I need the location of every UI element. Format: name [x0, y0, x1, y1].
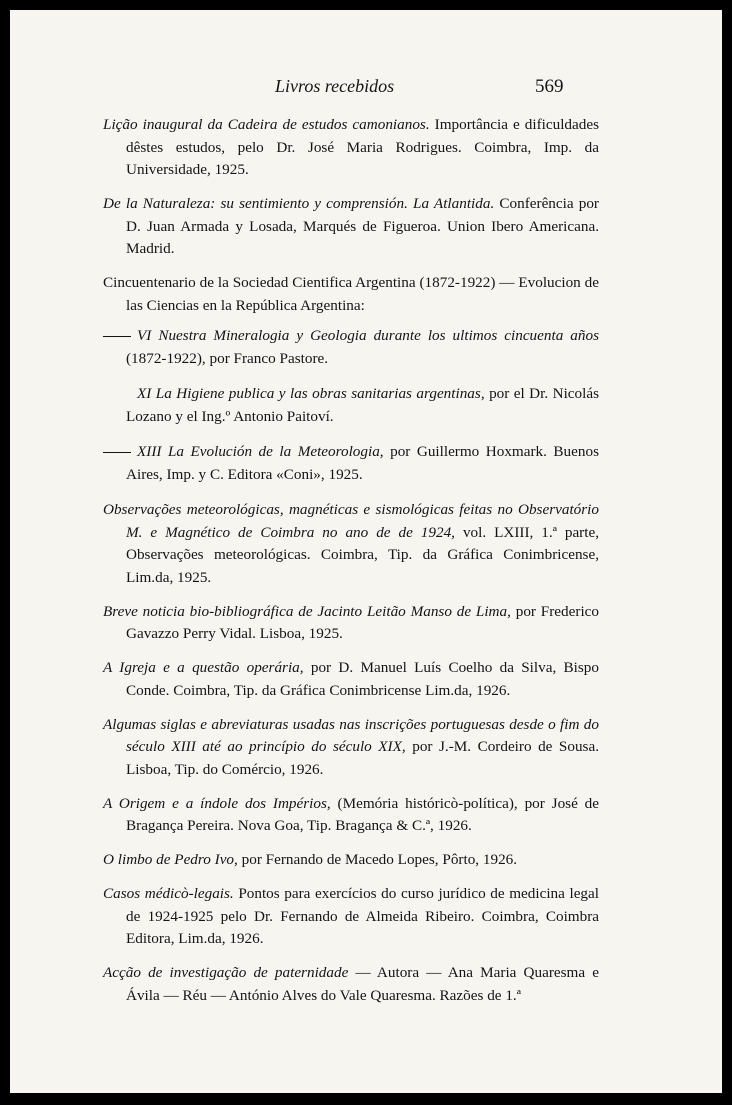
entry-details: Conferência por D. Juan Armada y Losada, Marqués de Figueroa. Union Ibero Americana. Madrid.	[126, 195, 599, 257]
entry-casos	[103, 883, 599, 951]
entry-title: XI La Higiene publica y las obras sanitarias argentinas,	[137, 385, 485, 402]
entry-details: por el Dr. Nicolás Lozano y el Ing.º Antonio Paitoví.	[126, 385, 599, 425]
entry-accao	[103, 962, 599, 1007]
entry-title: XIII La Evolución de la Meteorologia,	[137, 443, 384, 460]
entry-details: por Frederico Gavazzo Perry Vidal. Lisboa, 1925.	[126, 602, 599, 642]
entries-list	[103, 114, 599, 1019]
entry-cincuentenario	[103, 272, 599, 317]
entry-limbo	[103, 849, 599, 872]
entry-licao-inaugural	[103, 114, 599, 182]
ditto-dash	[103, 452, 131, 453]
entry-observacoes	[103, 499, 599, 589]
entry-title: Algumas siglas e abreviaturas usadas nas inscrições portuguesas desde o fim do século XIII até ao princípio do século XIX,	[103, 715, 599, 755]
entry-meteorologia	[103, 441, 599, 486]
entry-title: A Igreja e a questão operária,	[103, 659, 304, 676]
entry-details: por Guillermo Hoxmark. Buenos Aires, Imp. y C. Editora «Coni», 1925.	[126, 443, 599, 483]
page-number: 569	[535, 76, 564, 97]
entry-origem	[103, 793, 599, 838]
entry-details: vol. LXIII, 1.ª parte, Observações meteorológicas. Coimbra, Tip. da Gráfica Conimbricense, Lim.da, 1925.	[126, 523, 599, 586]
entry-title: Breve noticia bio-bibliográfica de Jacinto Leitão Manso de Lima,	[103, 602, 511, 620]
entry-title: Observações meteorológicas, magnéticas e sismológicas feitas no Observatório M. e Magnético de Coimbra no ano de de 1924,	[103, 501, 599, 541]
entry-details: (Memória históricò-política), por José de Bragança Pereira. Nova Goa, Tip. Bragança & C.ª, 1926.	[126, 794, 599, 834]
entry-higiene	[103, 383, 599, 428]
entry-title: VI Nuestra Mineralogia y Geologia durante los ultimos cincuenta años	[137, 327, 599, 344]
running-title: Livros recebidos	[275, 76, 395, 96]
entry-igreja	[103, 657, 599, 702]
entry-naturaleza	[103, 193, 599, 261]
entry-details: por D. Manuel Luís Coelho da Silva, Bispo Conde. Coimbra, Tip. da Gráfica Conimbricense Lim.da, 1926.	[126, 659, 599, 699]
entry-mineralogia	[103, 325, 599, 370]
entry-breve-noticia	[103, 601, 599, 646]
entry-siglas	[103, 714, 599, 782]
entry-details: por Fernando de Macedo Lopes, Pôrto, 1926.	[237, 851, 518, 868]
entry-details: Cincuentenario de la Sociedad Cientifica Argentina (1872-1922) — Evolucion de las Ciencias en la República Argentina:	[103, 274, 599, 314]
entry-title: A Origem e a índole dos Impérios,	[103, 794, 331, 812]
ditto-dash	[103, 336, 131, 337]
running-header	[10, 70, 722, 100]
entry-title: De la Naturaleza: su sentimiento y comprensión. La Atlantida.	[103, 195, 495, 212]
entry-title: Lição inaugural da Cadeira de estudos camonianos.	[103, 116, 430, 133]
entry-title: Acção de investigação de paternidade	[103, 964, 349, 981]
page	[10, 10, 722, 1093]
entry-details: Pontos para exercícios do curso jurídico de medicina legal de 1924-1925 pelo Dr. Fernando de Almeida Ribeiro. Coimbra, Coimbra Editora, Lim.da, 1926.	[126, 885, 599, 947]
entry-title: O limbo de Pedro Ivo,	[103, 851, 238, 868]
entry-details: (1872-1922), por Franco Pastore.	[126, 349, 329, 367]
entry-details: Importância e dificuldades dêstes estudos, pelo Dr. José Maria Rodrigues. Coimbra, Imp. da Universidade, 1925.	[126, 116, 599, 178]
entry-title: Casos médicò-legais.	[103, 885, 234, 902]
entry-details: por J.-M. Cordeiro de Sousa. Lisboa, Tip. do Comércio, 1926.	[126, 738, 600, 778]
entry-details: — Autora — Ana Maria Quaresma e Ávila — Réu — António Alves do Vale Quaresma. Razões de 1.ª	[126, 964, 599, 1004]
